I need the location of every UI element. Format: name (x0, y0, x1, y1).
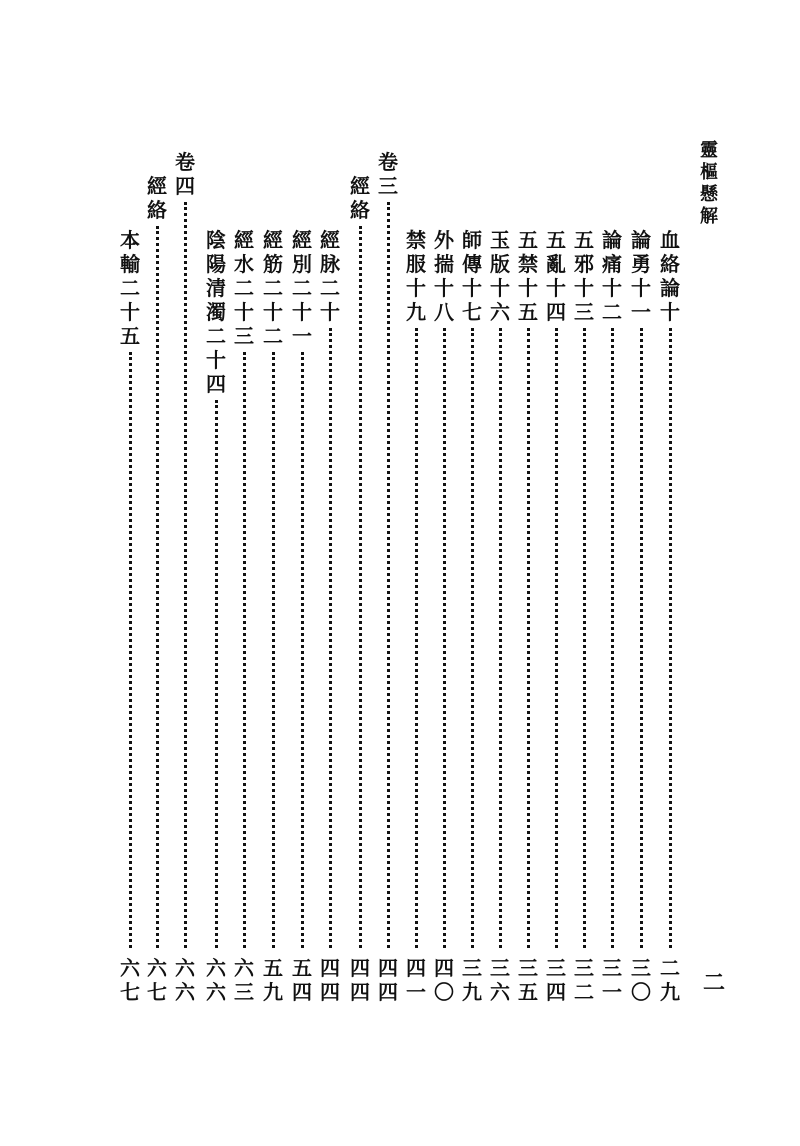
toc-page-number: 三 六 (490, 956, 510, 1004)
toc-entry[interactable] (572, 228, 596, 324)
toc-page-number: 三 九 (462, 956, 482, 1004)
toc-entry-title: 卷 三 (378, 150, 398, 198)
toc-page-number: 五 九 (263, 956, 283, 1004)
toc-entry[interactable] (232, 228, 256, 348)
toc-entry-title: 五 禁 十 五 (518, 228, 538, 324)
header-glyph: 靈 (700, 140, 718, 161)
toc-entry-title: 五 邪 十 三 (574, 228, 594, 324)
toc-entry-title: 玉 版 十 六 (490, 228, 510, 324)
toc-entry-title: 本 輸 二 十 五 (120, 228, 140, 348)
toc-entry[interactable] (376, 150, 400, 198)
toc-page-number: 四 一 (406, 956, 426, 1004)
toc-entry[interactable] (318, 228, 342, 324)
toc-entry-title: 卷 四 (175, 150, 195, 198)
dotted-leader (415, 328, 418, 948)
toc-entry[interactable] (658, 228, 682, 324)
dotted-leader (640, 328, 643, 948)
header-title (700, 140, 718, 228)
dotted-leader (555, 328, 558, 948)
toc-entry-title: 經 水 二 十 三 (234, 228, 254, 348)
toc-entry[interactable] (629, 228, 653, 324)
toc-entry[interactable] (516, 228, 540, 324)
dotted-leader (243, 352, 246, 948)
dotted-leader (359, 226, 362, 948)
folio-number: 二 (703, 970, 726, 996)
toc-page-number: 四 四 (378, 956, 398, 1004)
toc-entry-title: 論 痛 十 二 (602, 228, 622, 324)
dotted-leader (156, 226, 159, 948)
toc-page-number: 六 六 (175, 956, 195, 1004)
toc-entry-title: 經 筋 二 十 二 (263, 228, 283, 348)
toc-entry[interactable] (118, 228, 142, 348)
dotted-leader (184, 202, 187, 948)
toc-page-number: 三 一 (602, 956, 622, 1004)
toc-page-number: 二 九 (660, 956, 680, 1004)
toc-entry[interactable] (290, 228, 314, 348)
toc-page-number: 六 六 (206, 956, 226, 1004)
toc-entry[interactable] (404, 228, 428, 324)
toc-entry[interactable] (600, 228, 624, 324)
dotted-leader (669, 328, 672, 948)
dotted-leader (583, 328, 586, 948)
toc-entry[interactable] (348, 174, 372, 222)
toc-page-number: 四 四 (350, 956, 370, 1004)
toc-entry-title: 師 傳 十 七 (462, 228, 482, 324)
toc-entry[interactable] (204, 228, 228, 396)
toc-page-number: 四 〇 (434, 956, 454, 1004)
toc-entry-title: 論 勇 十 一 (631, 228, 651, 324)
toc-entry-title: 經 絡 (350, 174, 370, 222)
dotted-leader (215, 400, 218, 948)
toc-page-number: 三 五 (518, 956, 538, 1004)
toc-page-number: 六 七 (147, 956, 167, 1004)
toc-entry-title: 血 絡 論 十 (660, 228, 680, 324)
header-glyph: 解 (700, 206, 718, 227)
toc-page-number: 三 二 (574, 956, 594, 1004)
toc-entry-title: 經 別 二 十 一 (292, 228, 312, 348)
header-glyph: 懸 (700, 184, 718, 205)
toc-entry-title: 外 揣 十 八 (434, 228, 454, 324)
dotted-leader (611, 328, 614, 948)
toc-entry[interactable] (488, 228, 512, 324)
toc-entry[interactable] (460, 228, 484, 324)
dotted-leader (301, 352, 304, 948)
toc-page-number: 六 三 (234, 956, 254, 1004)
toc-entry[interactable] (261, 228, 285, 348)
toc-entry-title: 經 脉 二 十 (320, 228, 340, 324)
toc-entry-title: 經 絡 (147, 174, 167, 222)
toc-entry[interactable] (544, 228, 568, 324)
dotted-leader (129, 352, 132, 948)
toc-page-number: 五 四 (292, 956, 312, 1004)
toc-entry-title: 陰 陽 清 濁 二 十 四 (206, 228, 226, 396)
dotted-leader (499, 328, 502, 948)
toc-entry-title: 五 亂 十 四 (546, 228, 566, 324)
dotted-leader (329, 328, 332, 948)
toc-page-number: 三 四 (546, 956, 566, 1004)
toc-page-number: 三 〇 (631, 956, 651, 1004)
toc-entry[interactable] (432, 228, 456, 324)
toc-entry[interactable] (173, 150, 197, 198)
dotted-leader (443, 328, 446, 948)
header-glyph: 樞 (700, 162, 718, 183)
toc-entry-title: 禁 服 十 九 (406, 228, 426, 324)
toc-page-number: 六 七 (120, 956, 140, 1004)
dotted-leader (387, 202, 390, 948)
dotted-leader (272, 352, 275, 948)
dotted-leader (527, 328, 530, 948)
toc-entry[interactable] (145, 174, 169, 222)
toc-page-number: 四 四 (320, 956, 340, 1004)
dotted-leader (471, 328, 474, 948)
